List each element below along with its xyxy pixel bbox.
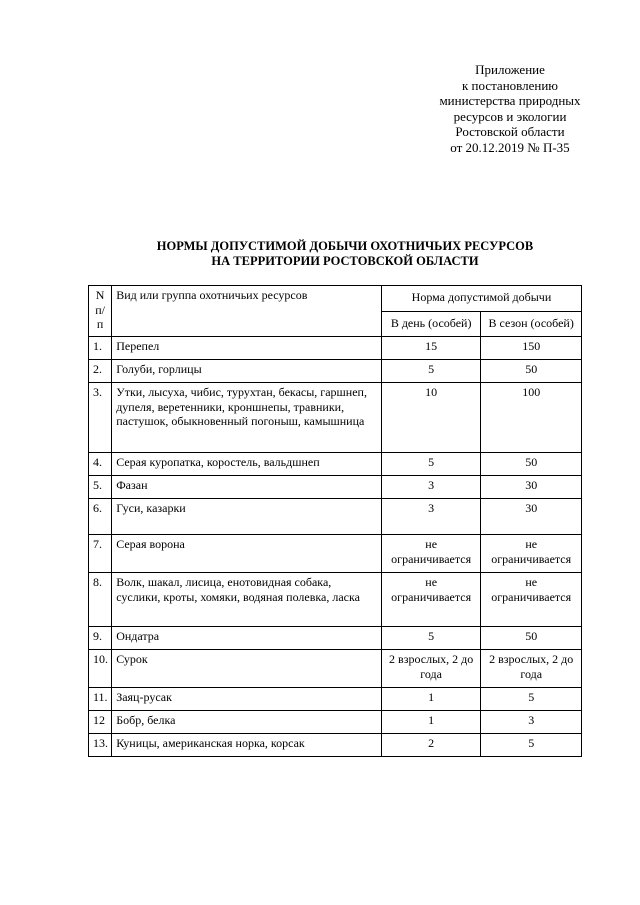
- row-num: 13.: [89, 734, 112, 757]
- row-num: 3.: [89, 383, 112, 453]
- row-name: Волк, шакал, лисица, енотовидная собака, суслики, кроты, хомяки, водяная полевка, ласка: [112, 573, 382, 627]
- row-day: не ограничивается: [381, 573, 480, 627]
- row-season: 2 взрослых, 2 до года: [481, 650, 582, 688]
- row-num: 6.: [89, 499, 112, 535]
- table-row: [89, 499, 582, 535]
- appendix-line: от 20.12.2019 № П-35: [450, 139, 570, 155]
- row-day: 1: [381, 711, 480, 734]
- table-row: [89, 453, 582, 476]
- row-day: 2: [381, 734, 480, 757]
- row-name: Фазан: [112, 476, 382, 499]
- row-season: 5: [481, 734, 582, 757]
- row-season: 100: [481, 383, 582, 453]
- row-num: 9.: [89, 627, 112, 650]
- table-row: [89, 476, 582, 499]
- row-name: Куницы, американская норка, корсак: [112, 734, 382, 757]
- row-season: не ограничивается: [481, 535, 582, 573]
- row-name: Серая ворона: [112, 535, 382, 573]
- table-row: [89, 535, 582, 573]
- row-num: 4.: [89, 453, 112, 476]
- row-day: 5: [381, 453, 480, 476]
- row-num: 8.: [89, 573, 112, 627]
- row-season: 30: [481, 476, 582, 499]
- row-season: 50: [481, 360, 582, 383]
- norms-table: [88, 285, 582, 757]
- row-season: 50: [481, 453, 582, 476]
- row-day: 1: [381, 688, 480, 711]
- appendix-line: ресурсов и экологии: [453, 108, 567, 124]
- appendix-note: [380, 62, 640, 156]
- row-day: 15: [381, 337, 480, 360]
- row-day: 3: [381, 476, 480, 499]
- row-day: не ограничивается: [381, 535, 480, 573]
- row-name: Сурок: [112, 650, 382, 688]
- header-name: Вид или группа охотничьих ресурсов: [112, 286, 382, 337]
- row-season: 150: [481, 337, 582, 360]
- title-line-2: НА ТЕРРИТОРИИ РОСТОВСКОЙ ОБЛАСТИ: [211, 254, 479, 268]
- row-num: 5.: [89, 476, 112, 499]
- row-name: Голуби, горлицы: [112, 360, 382, 383]
- row-day: 5: [381, 360, 480, 383]
- row-day: 2 взрослых, 2 до года: [381, 650, 480, 688]
- row-season: 50: [481, 627, 582, 650]
- row-num: 1.: [89, 337, 112, 360]
- appendix-line: Приложение: [475, 62, 545, 77]
- row-num: 12: [89, 711, 112, 734]
- row-name: Гуси, казарки: [112, 499, 382, 535]
- row-name: Заяц-русак: [112, 688, 382, 711]
- row-num: 2.: [89, 360, 112, 383]
- row-day: 3: [381, 499, 480, 535]
- appendix-line: к постановлению: [461, 77, 559, 93]
- header-num-line1: N: [95, 288, 105, 302]
- header-norm: Норма допустимой добычи: [381, 286, 581, 312]
- title-line-1: НОРМЫ ДОПУСТИМОЙ ДОБЫЧИ ОХОТНИЧЬИХ РЕСУРСОВ: [156, 239, 534, 253]
- table-row: [89, 337, 582, 360]
- table-row: [89, 711, 582, 734]
- table-row: [89, 688, 582, 711]
- row-name: Серая куропатка, коростель, вальдшнеп: [112, 453, 382, 476]
- table-row: [89, 383, 582, 453]
- header-per-day: В день (особей): [381, 311, 480, 337]
- row-num: 11.: [89, 688, 112, 711]
- row-num: 10.: [89, 650, 112, 688]
- row-day: 5: [381, 627, 480, 650]
- row-num: 7.: [89, 535, 112, 573]
- row-name: Ондатра: [112, 627, 382, 650]
- header-num: [89, 286, 112, 337]
- row-day: 10: [381, 383, 480, 453]
- row-season: 5: [481, 688, 582, 711]
- row-season: не ограничивается: [481, 573, 582, 627]
- row-name: Утки, лысуха, чибис, турухтан, бекасы, гаршнеп, дупеля, веретенники, кроншнепы, травники, пастушок, обыкновенный погоныш, камышница: [112, 383, 382, 453]
- row-season: 30: [481, 499, 582, 535]
- header-num-line2: п/п: [95, 302, 105, 331]
- table-row: [89, 650, 582, 688]
- header-row: [89, 286, 582, 312]
- table-row: [89, 627, 582, 650]
- header-per-season: В сезон (особей): [481, 311, 582, 337]
- document-title: [60, 239, 630, 269]
- table-row: [89, 734, 582, 757]
- row-name: Перепел: [112, 337, 382, 360]
- table-row: [89, 573, 582, 627]
- row-name: Бобр, белка: [112, 711, 382, 734]
- table-row: [89, 360, 582, 383]
- row-season: 3: [481, 711, 582, 734]
- appendix-line: Ростовской области: [455, 124, 565, 140]
- appendix-line: министерства природных: [439, 93, 581, 109]
